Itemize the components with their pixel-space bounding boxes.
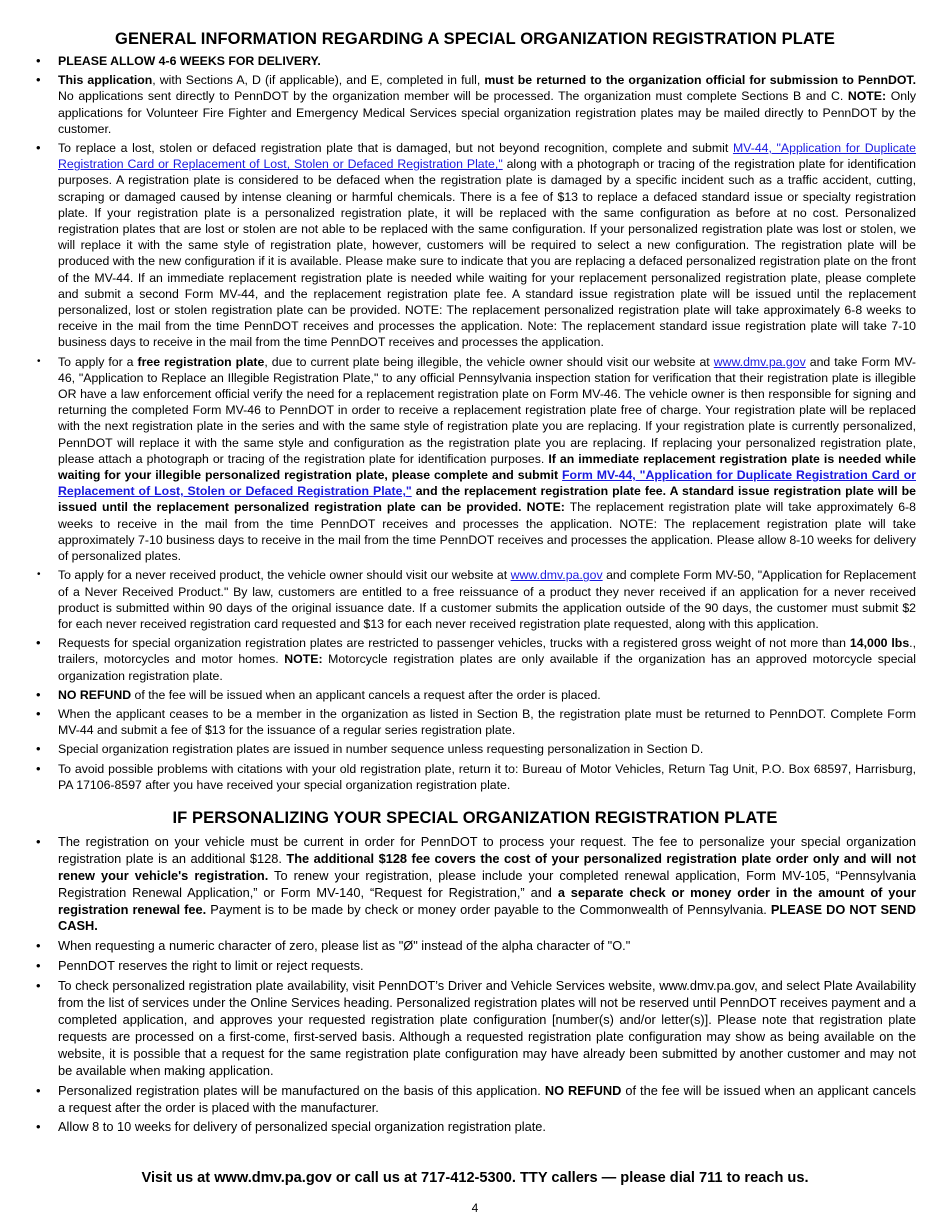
bold-text: NO REFUND xyxy=(58,687,132,702)
list-item xyxy=(34,834,916,935)
text: No applications sent directly to PennDOT by the organization member will be processed. The organization must complete Sections B and C. xyxy=(58,89,848,104)
mv44-form-link[interactable]: Form MV-44, "Application for Duplicate Registration Card or Replacement of Lost, Stolen or Defaced Registration Plate," xyxy=(58,468,916,499)
text: When the applicant ceases to be a member in the organization as listed in Section B, the registration plate must be returned to PennDOT. Complete Form MV-44 and submit a fee of $13 for the issuance of a regular series registration plate. xyxy=(58,706,916,738)
text: Special organization registration plates are issued in number sequence unless requesting personalization in Section D. xyxy=(58,742,704,757)
text: Only applications for Volunteer Fire Fighter and Emergency Medical Services special organization registration plates may be mailed directly to PennDOT by the customer. xyxy=(58,89,916,136)
bold-text: 14,000 lbs xyxy=(849,636,910,651)
bold-text: and the replacement registration plate fee. A standard issue registration plate will be issued until the replacement personalized registration plate can be provided. NOTE: xyxy=(58,484,917,515)
list-item xyxy=(34,1119,916,1136)
list-item xyxy=(34,706,916,738)
text: To apply for a never received product, the vehicle owner should visit our website at xyxy=(58,568,511,583)
bold-text: This application xyxy=(58,73,153,88)
general-info-list xyxy=(34,53,916,793)
bold-text: If an immediate replacement registration plate is needed while waiting for your illegible personalized registration plate, please complete and submit xyxy=(58,451,916,483)
list-item xyxy=(34,53,916,69)
dmv-website-link[interactable]: www.dmv.pa.gov xyxy=(713,354,806,369)
text: , with Sections A, D (if applicable), and E, completed in full, xyxy=(152,73,485,88)
text: To apply for a xyxy=(58,354,138,369)
bold-text: PLEASE DO NOT SEND CASH. xyxy=(58,901,917,934)
list-item xyxy=(34,354,916,565)
list-item xyxy=(34,1083,916,1117)
list-item xyxy=(34,741,916,757)
personalizing-list xyxy=(34,834,916,1136)
personalizing-heading: IF PERSONALIZING YOUR SPECIAL ORGANIZATION REGISTRATION PLATE xyxy=(172,808,778,827)
text: Allow 8 to 10 weeks for delivery of personalized special organization registration plate. xyxy=(58,1119,546,1135)
bold-text: free registration plate xyxy=(137,354,265,369)
text: Motorcycle registration plates are only available if the organization has an approved motorcycle special organization registration plate. xyxy=(58,652,916,683)
contact-footer: Visit us at www.dmv.pa.gov or call us at 717-412-5300. TTY callers — please dial 711 to reach us. xyxy=(141,1170,809,1186)
text: To renew your registration, please include your completed renewal application, Form MV-105, “Pennsylvania Registration Renewal Application,” or Form MV-140, “Request for Registration,” and xyxy=(58,867,916,900)
text: Payment is to be made by check or money order payable to the Commonwealth of Pennsylvania. xyxy=(206,901,771,917)
text: along with a photograph or tracing of the registration plate for identification purposes. A registration plate is considered to be defaced when the registration plate is damaged by a specific incident such as a traffic accident, cutting, scraping or damaged caused by intense cleaning or harmful chemicals. There is a fee of $13 to replace a defaced standard issue or specialty registration plate. If your registration plate is a personalized registration plate, it will be replaced with the same configuration as before at no cost. Personalized registration plates that are lost or stolen are not able to be replaced with the same configuration. If your personalized registration plate was lost or stolen, we will replace it with the same style of registration plate, however, customers will be required to select a new configuration. The registration plate will be produced with the new configuration if it is available. Please make sure to indicate that you are replacing a defaced personalized registration plate on the front of the MV-44. If an immediate replacement registration plate is needed while waiting for your replacement personalized registration plate, please complete and submit a second Form MV-44, and the replacement registration plate fee. A standard issue registration plate will be issued until the replacement personalized, lost or stolen registration plate can be provided. NOTE: The replacement personalized registration plate will take approximately 6-8 weeks to receive in the mail from the time PennDOT receives and processes the application. Note: The replacement standard issue registration plate will take 7-10 business days to receive in the mail from the time PennDOT receives and processes the application. xyxy=(58,157,916,350)
bold-text: a separate check or money order in the amount of your registration renewal fee. xyxy=(58,884,917,917)
list-item xyxy=(34,938,916,955)
dmv-website-link[interactable]: www.dmv.pa.gov xyxy=(510,568,603,583)
text: The replacement registration plate will take approximately 6-8 weeks to receive in the mail from the time PennDOT receives and processes the application. NOTE: The replacement registration plate will take approximately 7-10 business days to receive in the mail from the time PennDOT receives and processes the application. Please allow 8-10 weeks for delivery of personalized plates. xyxy=(58,500,916,564)
text: To replace a lost, stolen or defaced registration plate that is damaged, but not beyond recognition, complete and submit xyxy=(58,141,733,156)
delivery-notice: PLEASE ALLOW 4-6 WEEKS FOR DELIVERY. xyxy=(58,54,321,68)
list-item xyxy=(34,72,916,137)
document-page xyxy=(34,30,916,1139)
list-item xyxy=(34,567,916,632)
text: of the fee will be issued when an applicant cancels a request after the order is placed. xyxy=(131,687,601,702)
text: When requesting a numeric character of zero, please list as "Ø" instead of the alpha character of "O." xyxy=(58,938,631,954)
bold-text: NOTE: xyxy=(284,652,323,667)
page-number: 4 xyxy=(471,1201,479,1215)
list-item xyxy=(34,978,916,1079)
list-item xyxy=(34,761,916,793)
mv44-link[interactable]: MV-44, "Application for Duplicate Registration Card or Replacement of Lost, Stolen or Defaced Registration Plate," xyxy=(58,141,917,172)
text: ., trailers, motorcycles and motor homes. xyxy=(58,636,917,667)
text: PennDOT reserves the right to limit or reject requests. xyxy=(58,958,364,974)
text: and take Form MV-46, "Application to Replace an Illegible Registration Plate," to any official Pennsylvania inspection station for verification that their registration plate is illegible OR have a law enforcement official verify the need for a replacement registration plate on Form MV-46. The vehicle owner is then responsible for signing and returning the completed Form MV-46 to PennDOT in order to receive a replacement registration plate free of charge. Your registration plate will be replaced with the next registration plate in the series and with the same style of registration plate you are replacing. If your registration plate is currently personalized, PennDOT will replace it with the same style and configuration as the registration plate you are replacing. If replacing your personalized registration plate, please attach a photograph or tracing of the registration plate for identification purposes. xyxy=(58,354,916,466)
text: To check personalized registration plate availability, visit PennDOT’s Driver and Vehicle Services website, www.dmv.pa.gov, and select Plate Availability from the list of services under the Online Services heading. Personalized registration plates will not be reserved until PennDOT receives payment and a completed application, and approves your requested registration plate configuration [number(s) and/or letter(s)]. Please note that registration plate requests are processed on a first-come, first-served basis. Although a requested registration plate configuration may show as being available on the website, it is possible that a request for the same registration plate configuration may have already been submitted by another customer and may not be available when making application. xyxy=(58,978,916,1078)
general-info-heading: GENERAL INFORMATION REGARDING A SPECIAL ORGANIZATION REGISTRATION PLATE xyxy=(115,30,835,48)
text: Personalized registration plates will be manufactured on the basis of this application. xyxy=(58,1082,545,1098)
text: of the fee will be issued when an applicant cancels a request after the order is placed with the manufacturer. xyxy=(58,1082,916,1115)
text: and complete Form MV-50, "Application for Replacement of a Never Received Product." By law, customers are entitled to a free reissuance of a product they never received if an application for a never received product is submitted within 90 days of the original issuance date. If a customer submits the application outside of the 90 days, the customer must submit $2 for each never received registration card requested and $13 for each never received registration plate requested, along with this application. xyxy=(58,568,916,631)
bold-text: NO REFUND xyxy=(544,1082,622,1098)
bold-text: The additional $128 fee covers the cost of your personalized registration plate order only and will not renew your vehicle's registration. xyxy=(58,850,916,883)
text: The registration on your vehicle must be current in order for PennDOT to process your request. The fee to personalize your special organization registration plate is an additional $128. xyxy=(58,833,916,866)
text: To avoid possible problems with citations with your old registration plate, return it to: Bureau of Motor Vehicles, Return Tag Unit, P.O. Box 68597, Harrisburg, PA 17106-8597 after you have received your special organization registration plate. xyxy=(58,761,916,792)
text: , due to current plate being illegible, the vehicle owner should visit our website at xyxy=(264,354,714,369)
bold-text: must be returned to the organization official for submission to PennDOT. xyxy=(484,73,916,88)
list-item xyxy=(34,958,916,975)
list-item xyxy=(34,687,916,703)
text: Requests for special organization registration plates are restricted to passenger vehicles, trucks with a registered gross weight of not more than xyxy=(58,636,850,651)
bold-text: NOTE: xyxy=(847,89,887,104)
list-item xyxy=(34,635,916,684)
list-item xyxy=(34,140,916,351)
